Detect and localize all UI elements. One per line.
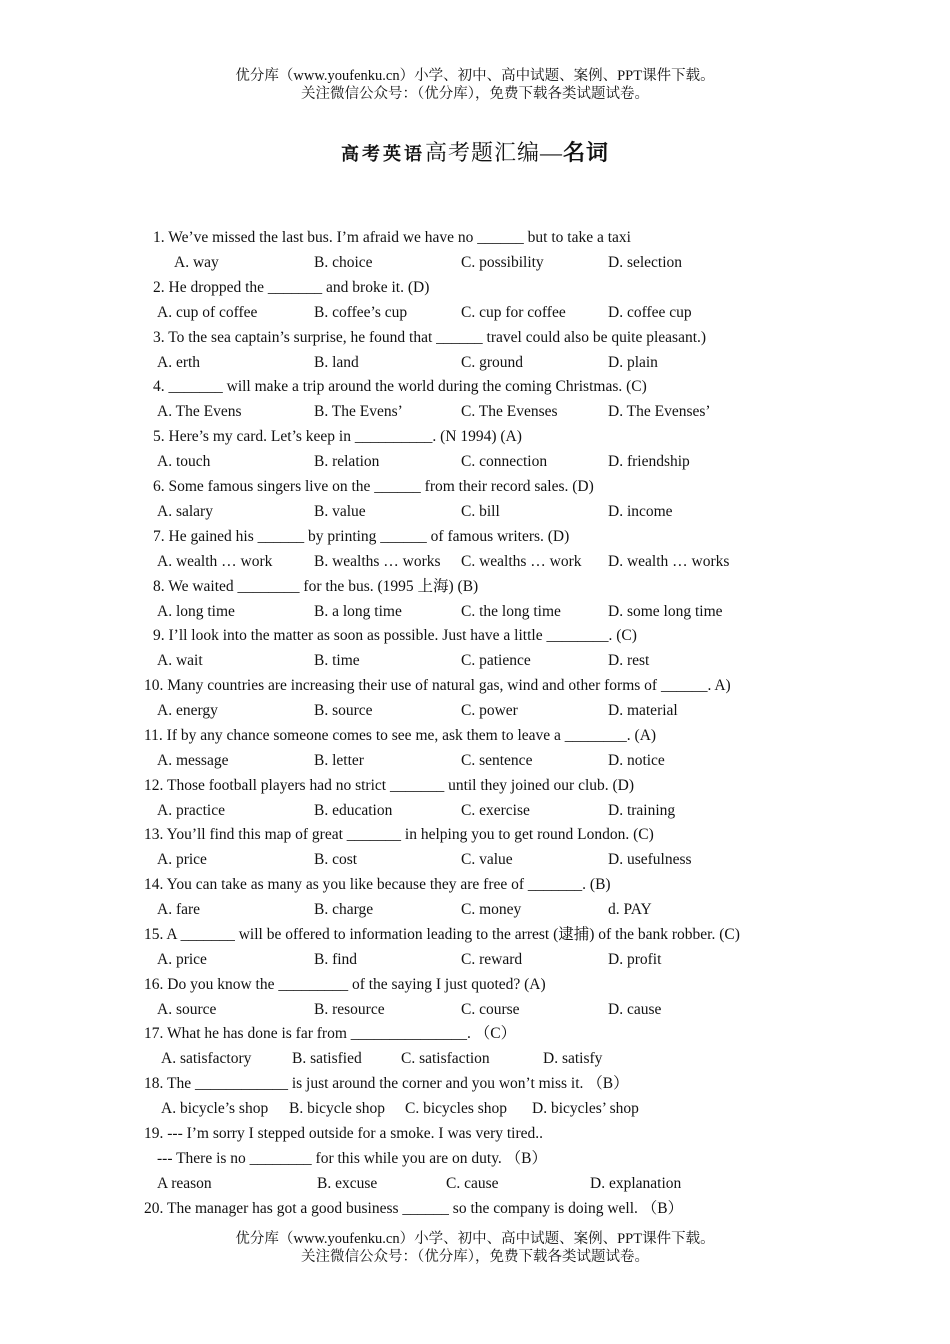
answer-option: B. charge <box>314 901 374 918</box>
answer-option: D. training <box>608 802 676 819</box>
answer-option: C. exercise <box>461 802 530 819</box>
answer-option: C. ground <box>461 354 523 371</box>
page-footer <box>0 1230 950 1266</box>
answer-option: B. letter <box>314 752 364 769</box>
answer-option: B. wealths … works <box>314 553 441 570</box>
footer-line-1: 优分库（www.youfenku.cn）小学、初中、高中试题、案例、PPT课件下载。 <box>235 1231 715 1247</box>
answer-option: B. satisfied <box>292 1050 362 1067</box>
answer-option: A. price <box>157 951 207 968</box>
answer-option: A. salary <box>157 503 213 520</box>
answer-option: A. price <box>157 851 207 868</box>
answer-option: C. cause <box>446 1175 499 1192</box>
answer-option: D. explanation <box>590 1175 682 1192</box>
answer-option: D. The Evenses’ <box>608 403 711 420</box>
answer-option: C. possibility <box>461 254 544 271</box>
page-title <box>0 136 950 167</box>
answer-option: C. bicycles shop <box>405 1100 508 1117</box>
question-text: 11. If by any chance someone comes to see me, ask them to leave a ________. (A) <box>144 727 657 744</box>
answer-option: A. cup of coffee <box>157 304 258 321</box>
question-text: 15. A _______ will be offered to information leading to the arrest (逮捕) of the bank robber. (C) <box>144 926 740 943</box>
answer-option: D. some long time <box>608 603 723 620</box>
answer-option: B. resource <box>314 1001 385 1018</box>
question-text-line-2: --- There is no ________ for this while you are on duty. （B） <box>157 1150 548 1167</box>
answer-option: B. relation <box>314 453 380 470</box>
answer-option: C. value <box>461 851 513 868</box>
question-text: 12. Those football players had no strict _______ until they joined our club. (D) <box>144 777 635 794</box>
question-text: 1. We’ve missed the last bus. I’m afraid we have no ______ but to take a taxi <box>153 229 631 246</box>
answer-option: A. touch <box>157 453 211 470</box>
answer-option: D. satisfy <box>543 1050 603 1067</box>
answer-option: D. plain <box>608 354 658 371</box>
answer-option: D. selection <box>608 254 683 271</box>
question-text: 10. Many countries are increasing their use of natural gas, wind and other forms of ______. A) <box>144 677 731 694</box>
answer-option: D. material <box>608 702 678 719</box>
question-text: 6. Some famous singers live on the ______ from their record sales. (D) <box>153 478 594 495</box>
question-text: 14. You can take as many as you like because they are free of _______. (B) <box>144 876 611 893</box>
answer-option: B. a long time <box>314 603 402 620</box>
answer-option: D. income <box>608 503 673 520</box>
answer-option: C. power <box>461 702 518 719</box>
question-text: 5. Here’s my card. Let’s keep in __________. (N 1994) (A) <box>153 428 522 445</box>
answer-option: D. wealth … works <box>608 553 730 570</box>
answer-option: C. connection <box>461 453 548 470</box>
answer-option: A. wait <box>157 652 203 669</box>
answer-option: d. PAY <box>608 901 652 918</box>
header-line-2: 关注微信公众号：（优分库），免费下载各类试题试卷。 <box>301 86 649 102</box>
answer-option: C. reward <box>461 951 523 968</box>
header-line-1: 优分库（www.youfenku.cn）小学、初中、高中试题、案例、PPT课件下载。 <box>235 68 715 84</box>
answer-option: A. practice <box>157 802 225 819</box>
question-text: 9. I’ll look into the matter as soon as possible. Just have a little ________. (C) <box>153 627 637 644</box>
answer-option: D. friendship <box>608 453 690 470</box>
answer-option: C. The Evenses <box>461 403 558 420</box>
question-text: 13. You’ll find this map of great _______ in helping you to get round London. (C) <box>144 826 654 843</box>
answer-option: D. bicycles’ shop <box>532 1100 639 1117</box>
answer-option: C. wealths … work <box>461 553 582 570</box>
question-text: 2. He dropped the _______ and broke it. (D) <box>153 279 430 296</box>
answer-option: C. patience <box>461 652 531 669</box>
answer-option: A. way <box>174 254 219 271</box>
answer-option: B. choice <box>314 254 373 271</box>
answer-option: B. education <box>314 802 393 819</box>
footer-line-2: 关注微信公众号：（优分库），免费下载各类试题试卷。 <box>301 1249 649 1265</box>
answer-option: B. land <box>314 354 359 371</box>
answer-option: A. erth <box>157 354 201 371</box>
question-text: 3. To the sea captain’s surprise, he found that ______ travel could also be quite pleasant.) <box>153 329 707 346</box>
question-text: 18. The ____________ is just around the corner and you won’t miss it. （B） <box>144 1075 629 1092</box>
question-text: 7. He gained his ______ by printing ______ of famous writers. (D) <box>153 528 570 545</box>
answer-option: C. cup for coffee <box>461 304 566 321</box>
answer-option: D. notice <box>608 752 665 769</box>
answer-option: B. source <box>314 702 373 719</box>
answer-option: A. message <box>157 752 229 769</box>
answer-option: A. energy <box>157 702 218 719</box>
answer-option: B. cost <box>314 851 358 868</box>
question-text: 20. The manager has got a good business ______ so the company is doing well. （B） <box>144 1200 684 1217</box>
answer-option: D. coffee cup <box>608 304 692 321</box>
title-suffix: 名词 <box>563 140 610 165</box>
answer-option: B. find <box>314 951 358 968</box>
answer-option: D. rest <box>608 652 650 669</box>
answer-option: B. value <box>314 503 366 520</box>
answer-option: B. time <box>314 652 360 669</box>
answer-option: C. course <box>461 1001 520 1018</box>
answer-option: A reason <box>157 1175 212 1192</box>
answer-option: B. The Evens’ <box>314 403 403 420</box>
answer-option: C. sentence <box>461 752 533 769</box>
answer-option: A. satisfactory <box>161 1050 252 1067</box>
answer-option: D. profit <box>608 951 662 968</box>
answer-option: D. cause <box>608 1001 662 1018</box>
answer-option: D. usefulness <box>608 851 692 868</box>
answer-option: C. money <box>461 901 522 918</box>
answer-option: C. satisfaction <box>401 1050 490 1067</box>
answer-option: A. long time <box>157 603 235 620</box>
question-text: 16. Do you know the _________ of the saying I just quoted? (A) <box>144 976 546 993</box>
title-prefix: 高考英语 <box>340 144 425 164</box>
title-main: 高考题汇编— <box>424 140 563 165</box>
answer-option: A. bicycle’s shop <box>161 1100 269 1117</box>
answer-option: C. bill <box>461 503 500 520</box>
page-header <box>0 67 950 103</box>
answer-option: A. The Evens <box>157 403 242 420</box>
question-text: 8. We waited ________ for the bus. (1995 上海) (B) <box>153 578 479 595</box>
question-text: 4. _______ will make a trip around the world during the coming Christmas. (C) <box>153 378 647 395</box>
answer-option: B. bicycle shop <box>289 1100 385 1117</box>
question-text: 19. --- I’m sorry I stepped outside for a smoke. I was very tired.. <box>144 1125 544 1142</box>
answer-option: A. source <box>157 1001 217 1018</box>
answer-option: A. wealth … work <box>157 553 273 570</box>
answer-option: C. the long time <box>461 603 561 620</box>
answer-option: A. fare <box>157 901 201 918</box>
answer-option: B. excuse <box>317 1175 378 1192</box>
question-text: 17. What he has done is far from _______________. （C） <box>144 1025 517 1042</box>
answer-option: B. coffee’s cup <box>314 304 408 321</box>
